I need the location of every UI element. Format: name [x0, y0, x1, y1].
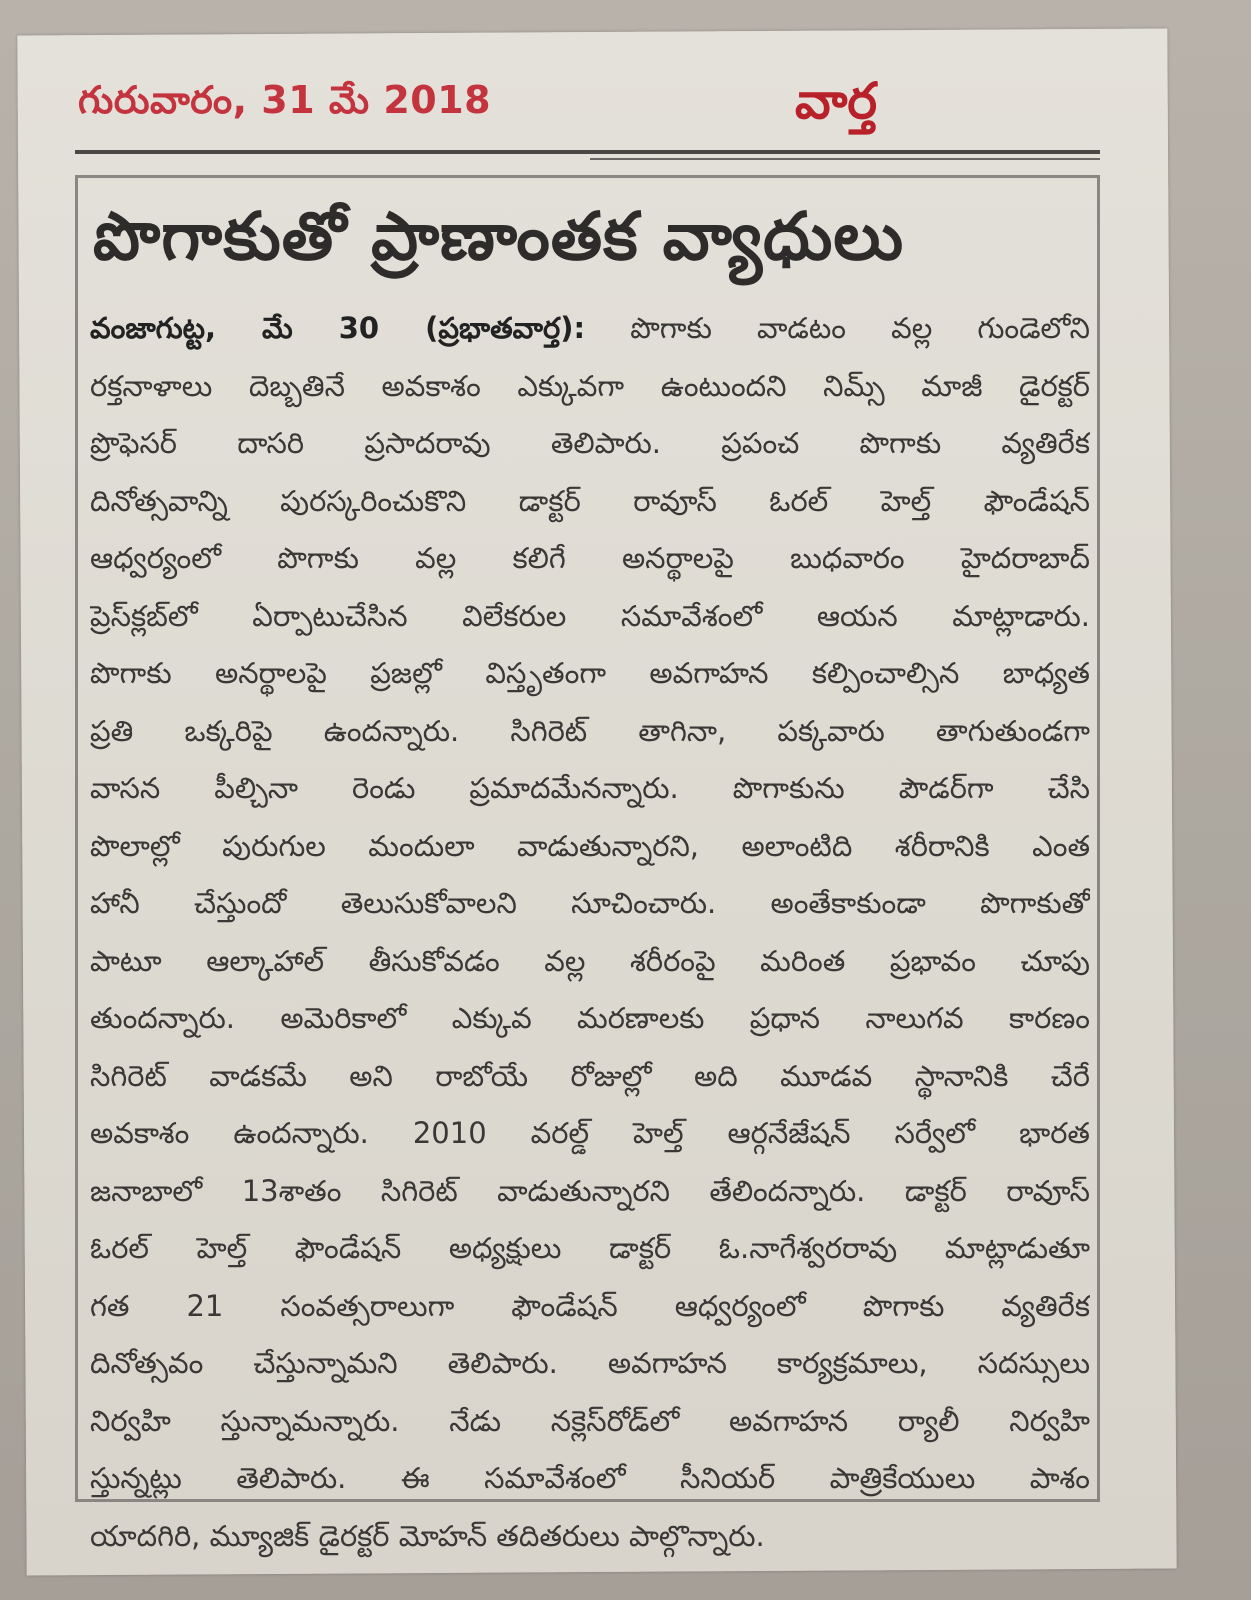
article-line: తుందన్నారు. అమెరికాలో ఎక్కువ మరణాలకు ప్రధాన నాలుగవ కారణం — [90, 1001, 1090, 1035]
header-rule-thin — [590, 158, 1100, 160]
article-line: దినోత్సవం చేస్తున్నామని తెలిపారు. అవగాహన కార్యక్రమాలు, సదస్సులు — [90, 1346, 1090, 1380]
article-line: పొగాకు అనర్థాలపై ప్రజల్లో విస్తృతంగా అవగాహన కల్పించాల్సిన బాధ్యత — [90, 656, 1090, 690]
article-line: వంజాగుట్ట, మే 30 (ప్రభాతవార్త): పొగాకు వాడటం వల్ల గుండెలోని — [90, 311, 1090, 345]
article-line: ఆధ్వర్యంలో పొగాకు వల్ల కలిగే అనర్థాలపై బుధవారం హైదరాబాద్ — [90, 541, 1090, 575]
article-line: నిర్వహి స్తున్నామన్నారు. నేడు నక్లెస్‌రోడ్‌లో అవగాహన ర్యాలీ నిర్వహి — [90, 1403, 1090, 1438]
header-rule — [75, 150, 1100, 154]
article-line: అవకాశం ఉందన్నారు. 2010 వరల్డ్ హెల్త్ ఆర్గనేజేషన్ సర్వేలో భారత — [90, 1116, 1090, 1150]
article-line: జనాబాలో 13శాతం సిగిరెట్ వాడుతున్నారని తేలిందన్నారు. డాక్టర్ రావూస్ — [90, 1173, 1090, 1208]
masthead-logo: వార్త — [795, 72, 878, 130]
article-line: యాదగిరి, మ్యూజిక్ డైరక్టర్ మోహన్ తదితరులు పాల్గొన్నారు. — [90, 1518, 765, 1553]
article-line: హానీ చేస్తుందో తెలుసుకోవాలని సూచించారు. అంతేకాకుండా పొగాకుతో — [90, 886, 1090, 920]
article-dateline: వంజాగుట్ట, మే 30 (ప్రభాతవార్త): — [90, 311, 586, 345]
article-line: సిగిరెట్ వాడకమే అని రాబోయే రోజుల్లో అది మూడవ స్థానానికి చేరే — [90, 1058, 1090, 1093]
article-line: ప్రతి ఒక్కరిపై ఉందన్నారు. సిగిరెట్ తాగినా, పక్కవారు తాగుతుండగా — [90, 713, 1090, 748]
article-line: స్తున్నట్లు తెలిపారు. ఈ సమావేశంలో సీనియర్ పాత్రికేయులు పాశం — [90, 1461, 1090, 1495]
article-body — [90, 300, 1090, 1565]
article-line: ఓరల్ హెల్త్ ఫౌండేషన్ అధ్యక్షులు డాక్టర్ ఓ.నాగేశ్వరరావు మాట్లాడుతూ — [90, 1231, 1090, 1265]
article-line: ప్రొఫెసర్ దాసరి ప్రసాదరావు తెలిపారు. ప్రపంచ పొగాకు వ్యతిరేక — [90, 426, 1090, 460]
article-line: గత 21 సంవత్సరాలుగా ఫౌండేషన్ ఆధ్వర్యంలో పొగాకు వ్యతిరేక — [90, 1288, 1090, 1323]
article-headline: పొగాకుతో ప్రాణాంతక వ్యాధులు — [93, 198, 905, 275]
article-line: ప్రెస్‌క్లబ్‌లో ఏర్పాటుచేసిన విలేకరుల సమావేశంలో ఆయన మాట్లాడారు. — [90, 598, 1090, 633]
article-line: దినోత్సవాన్ని పురస్కరించుకొని డాక్టర్ రావూస్ ఓరల్ హెల్త్ ఫౌండేషన్ — [90, 483, 1090, 518]
issue-date: గురువారం, 31 మే 2018 — [78, 78, 492, 122]
article-line: పాటూ ఆల్కాహాల్ తీసుకోవడం వల్ల శరీరంపై మరింత ప్రభావం చూపు — [90, 943, 1090, 978]
article-line: రక్తనాళాలు దెబ్బతినే అవకాశం ఎక్కువగా ఉంటుందని నిమ్స్ మాజీ డైరక్టర్ — [90, 368, 1090, 403]
article-line: పొలాల్లో పురుగుల మందులా వాడుతున్నారని, అలాంటిది శరీరానికి ఎంత — [90, 828, 1090, 863]
article-line: వాసన పీల్చినా రెండు ప్రమాదమేనన్నారు. పొగాకును పౌడర్‌గా చేసి — [90, 771, 1090, 805]
